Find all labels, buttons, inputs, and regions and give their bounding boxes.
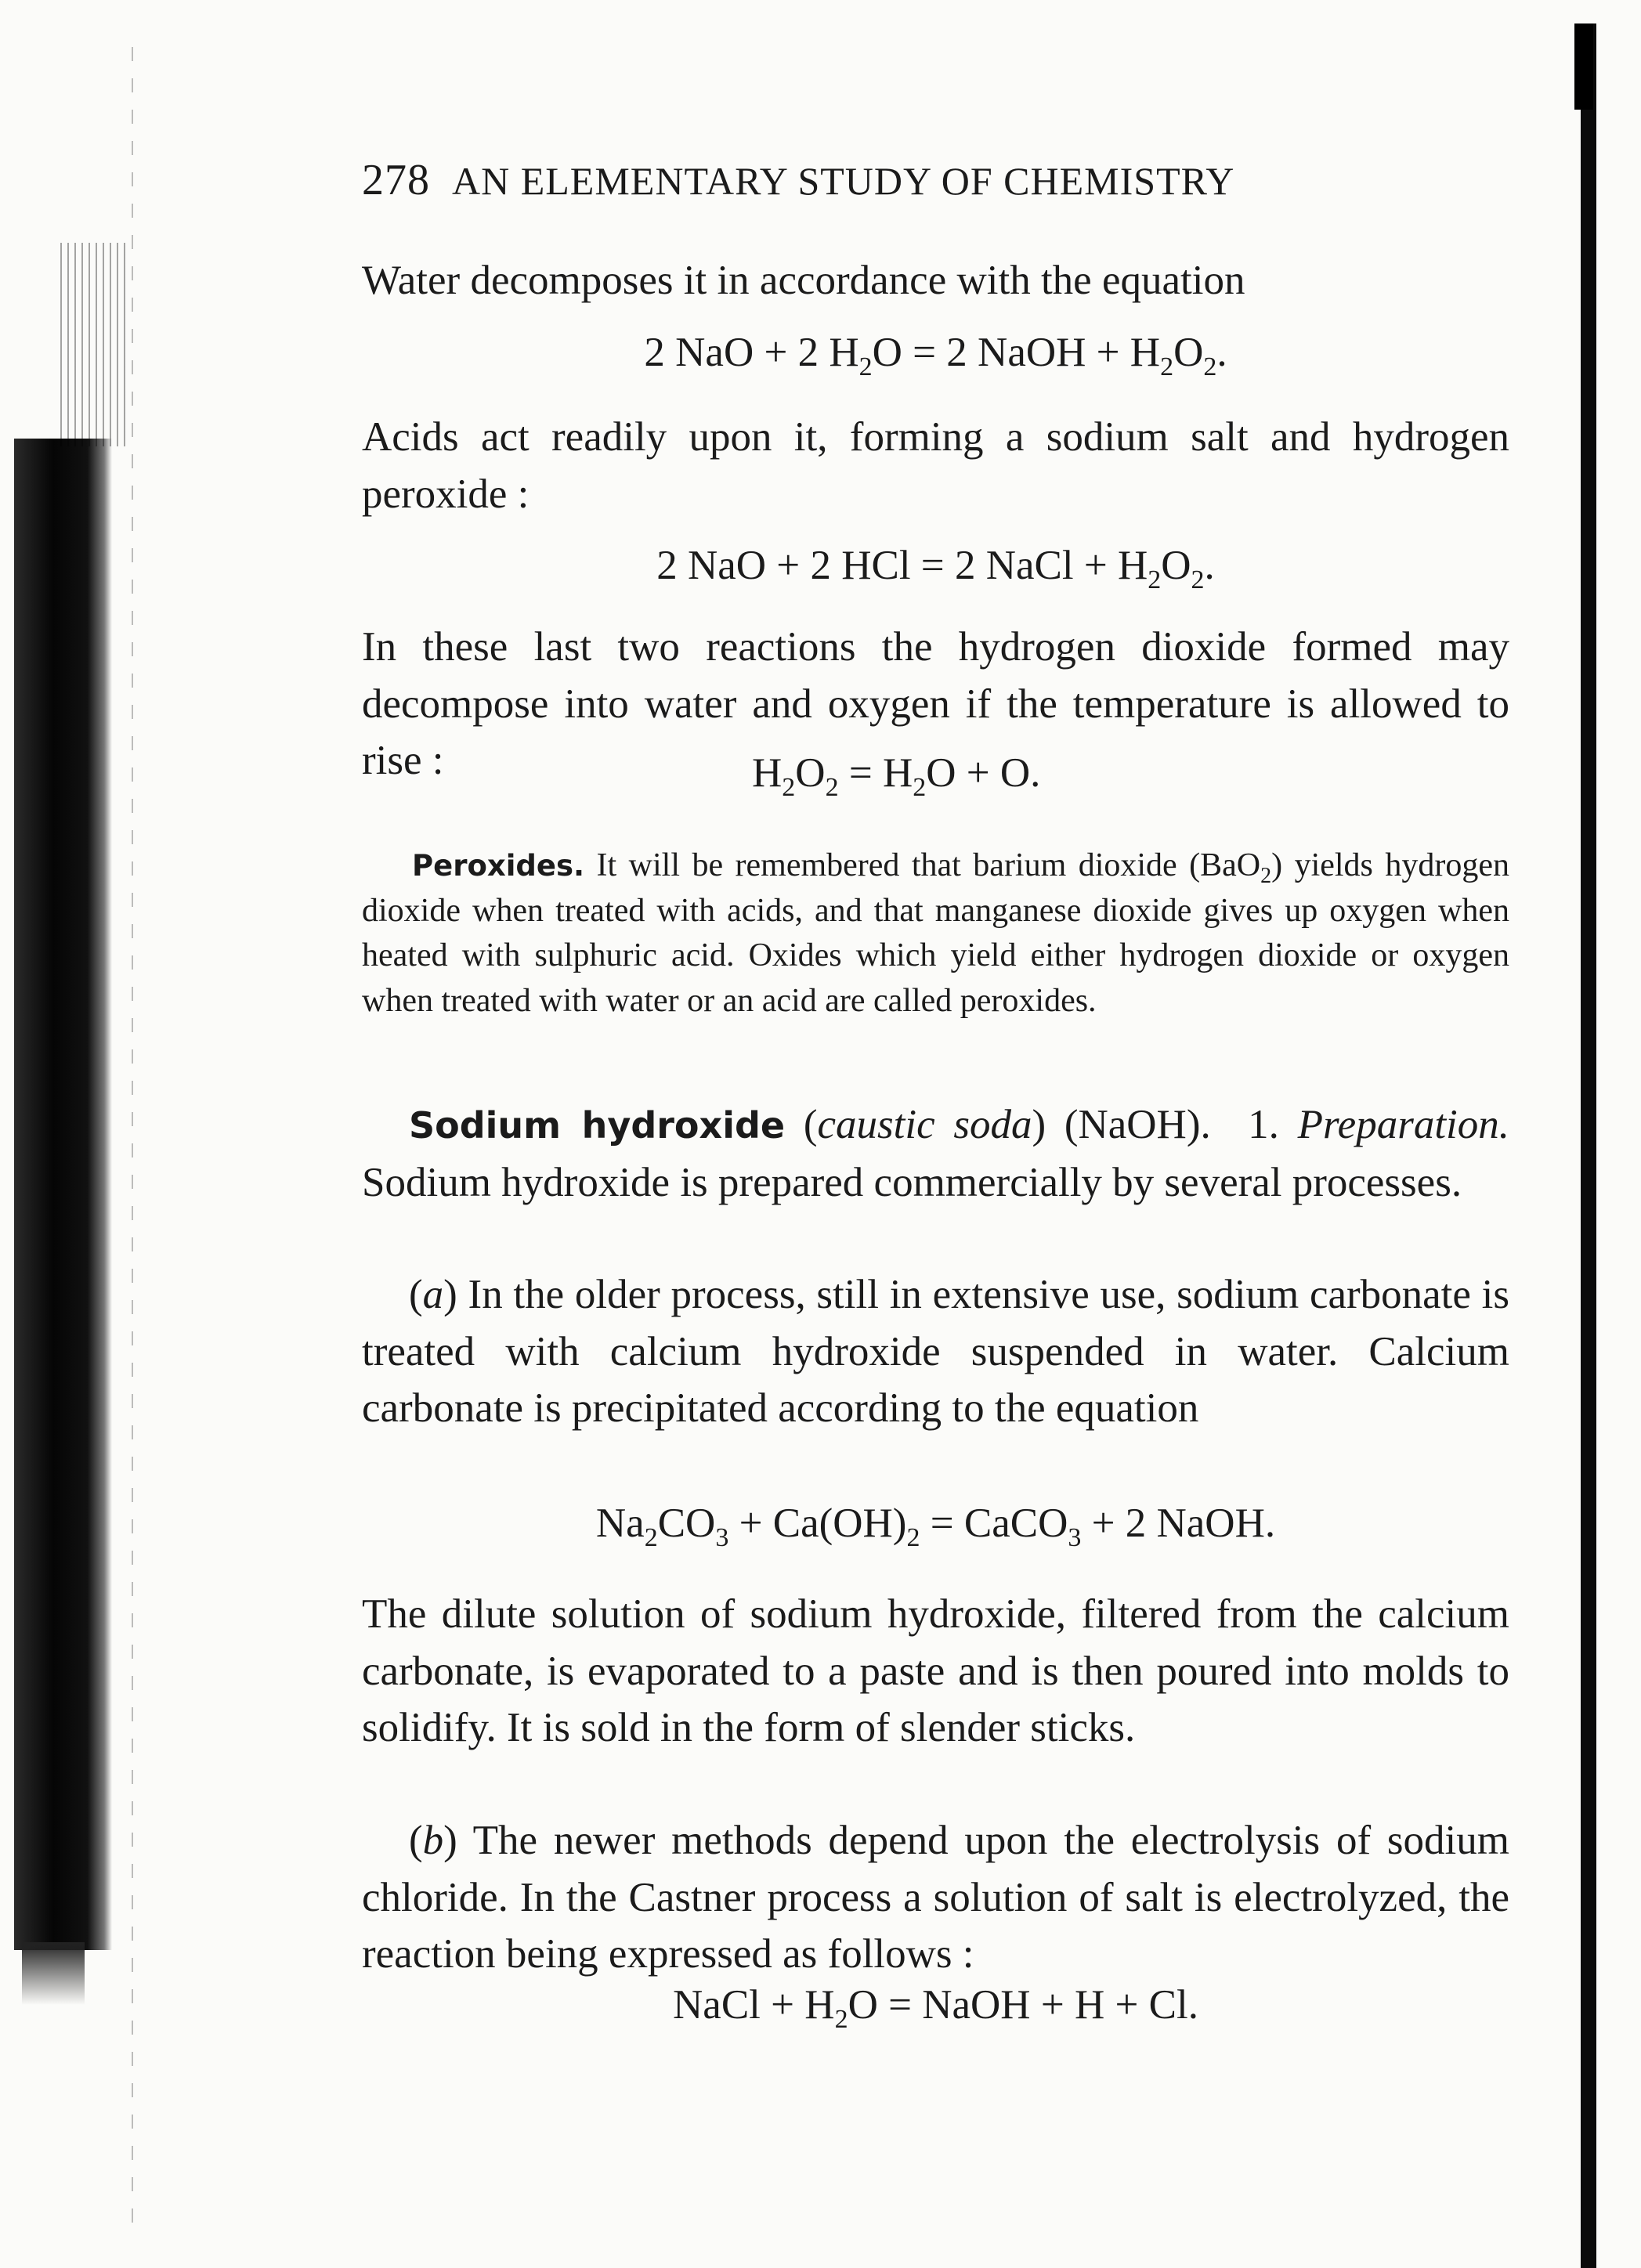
paragraph-peroxides: Peroxides. It will be remembered that barium dioxide (BaO$_2$) yields hydrogen dioxide when treated with acids, and that manganese dioxide gives up oxygen when heated with sulphuric acid. Oxides which yield either hydrogen dioxide or oxygen when treated with water or an acid are called peroxides. [362, 847, 1509, 1019]
paragraph-acids-act: Acids act readily upon it, forming a sodium salt and hydrogen peroxide : [362, 414, 1509, 517]
running-head [362, 155, 1458, 205]
equation-electrolysis: NaCl + $H_2O$ = NaOH + H + Cl. [673, 1982, 1198, 2034]
paragraph-older-process: (a) In the older process, still in extensive use, sodium carbonate is treated with calcium hydroxide suspended in water. Calcium carbonate is precipitated according to the equation [362, 1272, 1509, 1431]
paragraph-water-decomposes: Water decomposes it in accordance with the equation [362, 258, 1245, 303]
paragraph-newer-methods: (b) The newer methods depend upon the electrolysis of sodium chloride. In the Castner process a solution of salt is electrolyzed, the reaction being expressed as follows : [362, 1818, 1509, 1977]
equation-nao-water: 2 NaO + 2 $H_2O = 2$ NaOH + $H_2O_2$. [644, 330, 1227, 381]
scan-spine-bottom [22, 1942, 85, 2005]
paragraph-sodium-hydroxide: Sodium hydroxide (caustic soda) (NaOH). 1. Preparation. Sodium hydroxide is prepared commercially by several processes. [362, 1102, 1510, 1205]
scan-right-edge [1581, 23, 1596, 2268]
equation-nao-hcl: 2 NaO + 2 HCl = 2 NaCl + $H_2O_2$. [656, 543, 1215, 594]
paragraph-dilute-solution: The dilute solution of sodium hydroxide, filtered from the calcium carbonate, is evaporated to a paste and is then poured into molds to solidify. It is sold in the form of slender sticks. [362, 1591, 1509, 1750]
scan-gutter-line [132, 47, 133, 2240]
page-number: 278 [362, 156, 430, 204]
equation-peroxide-decompose: $H_2O_2 = H_2O + O$. [752, 750, 1041, 802]
scan-spine-shadow [14, 439, 112, 1950]
peroxides-heading: Peroxides. [412, 849, 585, 883]
book-title: AN ELEMENTARY STUDY OF CHEMISTRY [452, 159, 1235, 203]
preparation-subheading: Preparation. [1297, 1102, 1510, 1147]
equation-soda-lime: $Na_2CO_3 + Ca(OH)_2$ = CaCO$_3$ + 2 NaOH. [595, 1501, 1276, 1552]
scan-spine-streaks [55, 243, 125, 446]
paragraph-last-two-reactions: In these last two reactions the hydrogen dioxide formed may decompose into water and oxygen if the temperature is allowed to rise : [362, 624, 1509, 783]
scan-right-edge-top [1574, 23, 1593, 110]
sodium-hydroxide-heading: Sodium hydroxide [409, 1104, 786, 1147]
